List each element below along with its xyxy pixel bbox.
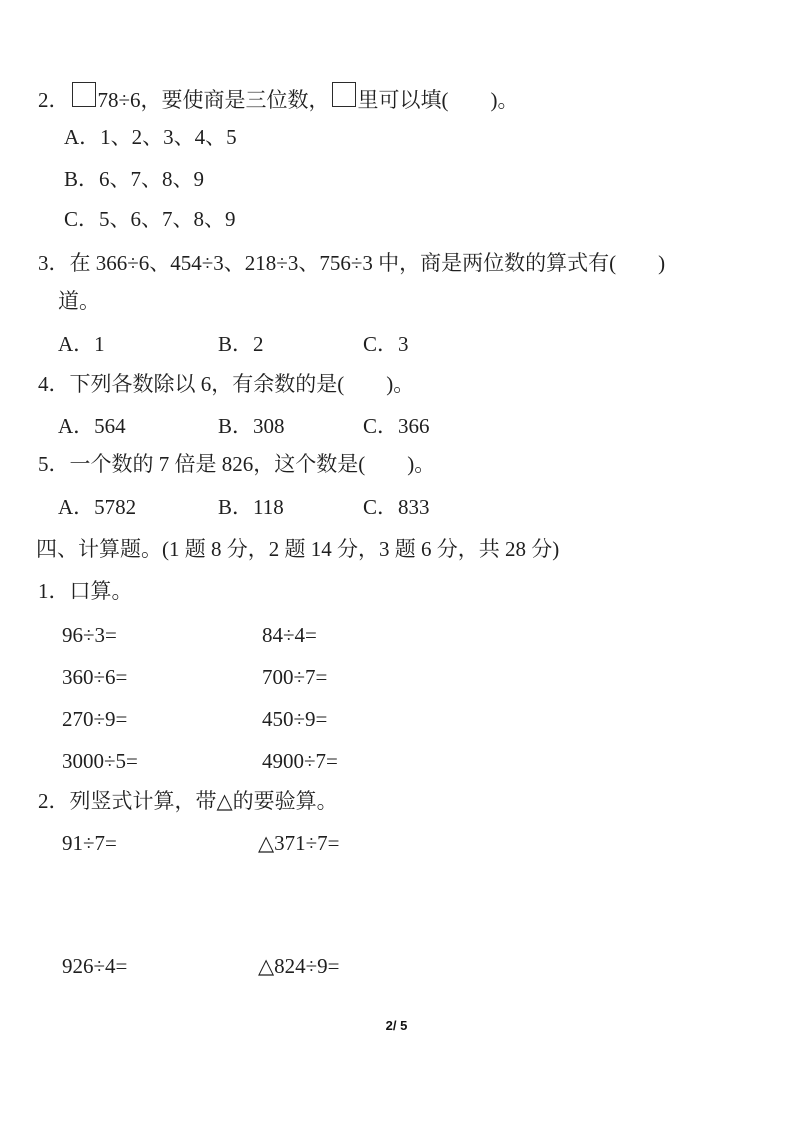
question-4-text: 4．下列各数除以 6，有余数的是( )。 bbox=[38, 372, 415, 396]
question-2-option-a: A．1、2、3、4、5 bbox=[64, 125, 237, 149]
oral-expression: 84÷4= bbox=[262, 623, 317, 647]
question-3-text-continued: 道。 bbox=[58, 289, 100, 313]
section-4-header bbox=[0, 536, 793, 562]
question-5-options bbox=[0, 494, 793, 520]
question-2-line bbox=[0, 82, 793, 112]
question-5-line bbox=[0, 451, 793, 477]
written-calc-title: 2．列竖式计算，带△的要验算。 bbox=[38, 789, 338, 813]
written-expression: 926÷4= bbox=[62, 954, 128, 978]
written-expression: 91÷7= bbox=[62, 831, 117, 855]
question-4-line bbox=[0, 371, 793, 397]
oral-calc-row bbox=[0, 622, 793, 648]
question-3-option-b: B．2 bbox=[218, 332, 264, 356]
question-5-text: 5．一个数的 7 倍是 826，这个数是( )。 bbox=[38, 452, 436, 476]
oral-calc-title: 1．口算。 bbox=[38, 579, 133, 603]
oral-expression: 3000÷5= bbox=[62, 749, 138, 773]
question-3-options bbox=[0, 331, 793, 357]
question-2-option-b-row bbox=[0, 166, 793, 192]
question-2-number: 2． bbox=[38, 88, 70, 112]
oral-calc-row bbox=[0, 664, 793, 690]
oral-calc-row bbox=[0, 706, 793, 732]
written-expression: △824÷9= bbox=[258, 954, 340, 978]
question-5-option-b: B．118 bbox=[218, 495, 284, 519]
oral-expression: 450÷9= bbox=[262, 707, 328, 731]
written-expression: △371÷7= bbox=[258, 831, 340, 855]
question-4-option-b: B．308 bbox=[218, 414, 285, 438]
blank-box-icon bbox=[332, 82, 356, 107]
question-2-option-c: C．5、6、7、8、9 bbox=[64, 207, 236, 231]
question-2-text-2: 里可以填( )。 bbox=[357, 88, 519, 112]
question-5-option-c: C．833 bbox=[363, 495, 430, 519]
written-calc-row bbox=[0, 953, 793, 979]
question-3-line-1 bbox=[0, 250, 793, 276]
question-2-option-b: B．6、7、8、9 bbox=[64, 167, 205, 191]
oral-expression: 96÷3= bbox=[62, 623, 117, 647]
question-2-option-c-row bbox=[0, 206, 793, 232]
written-calc-title-row bbox=[0, 788, 793, 814]
oral-expression: 700÷7= bbox=[262, 665, 328, 689]
question-3-option-a: A．1 bbox=[58, 332, 105, 356]
question-4-option-c: C．366 bbox=[363, 414, 430, 438]
question-2-text-1: 78÷6，要使商是三位数， bbox=[97, 88, 330, 112]
written-calc-row bbox=[0, 830, 793, 856]
oral-expression: 4900÷7= bbox=[262, 749, 338, 773]
question-4-options bbox=[0, 413, 793, 439]
oral-calc-title-row bbox=[0, 578, 793, 604]
question-3-option-c: C．3 bbox=[363, 332, 409, 356]
question-4-option-a: A．564 bbox=[58, 414, 126, 438]
blank-box-icon bbox=[72, 82, 96, 107]
oral-expression: 270÷9= bbox=[62, 707, 128, 731]
question-3-text: 3．在 366÷6、454÷3、218÷3、756÷3 中，商是两位数的算式有( ) bbox=[38, 251, 666, 275]
section-4-title: 四、计算题。(1 题 8 分，2 题 14 分，3 题 6 分，共 28 分) bbox=[36, 537, 560, 561]
question-5-option-a: A．5782 bbox=[58, 495, 137, 519]
oral-expression: 360÷6= bbox=[62, 665, 128, 689]
question-2-option-a-row bbox=[0, 124, 793, 150]
question-3-line-2 bbox=[0, 288, 793, 314]
page-number: 2/ 5 bbox=[385, 1018, 408, 1033]
oral-calc-row bbox=[0, 748, 793, 774]
